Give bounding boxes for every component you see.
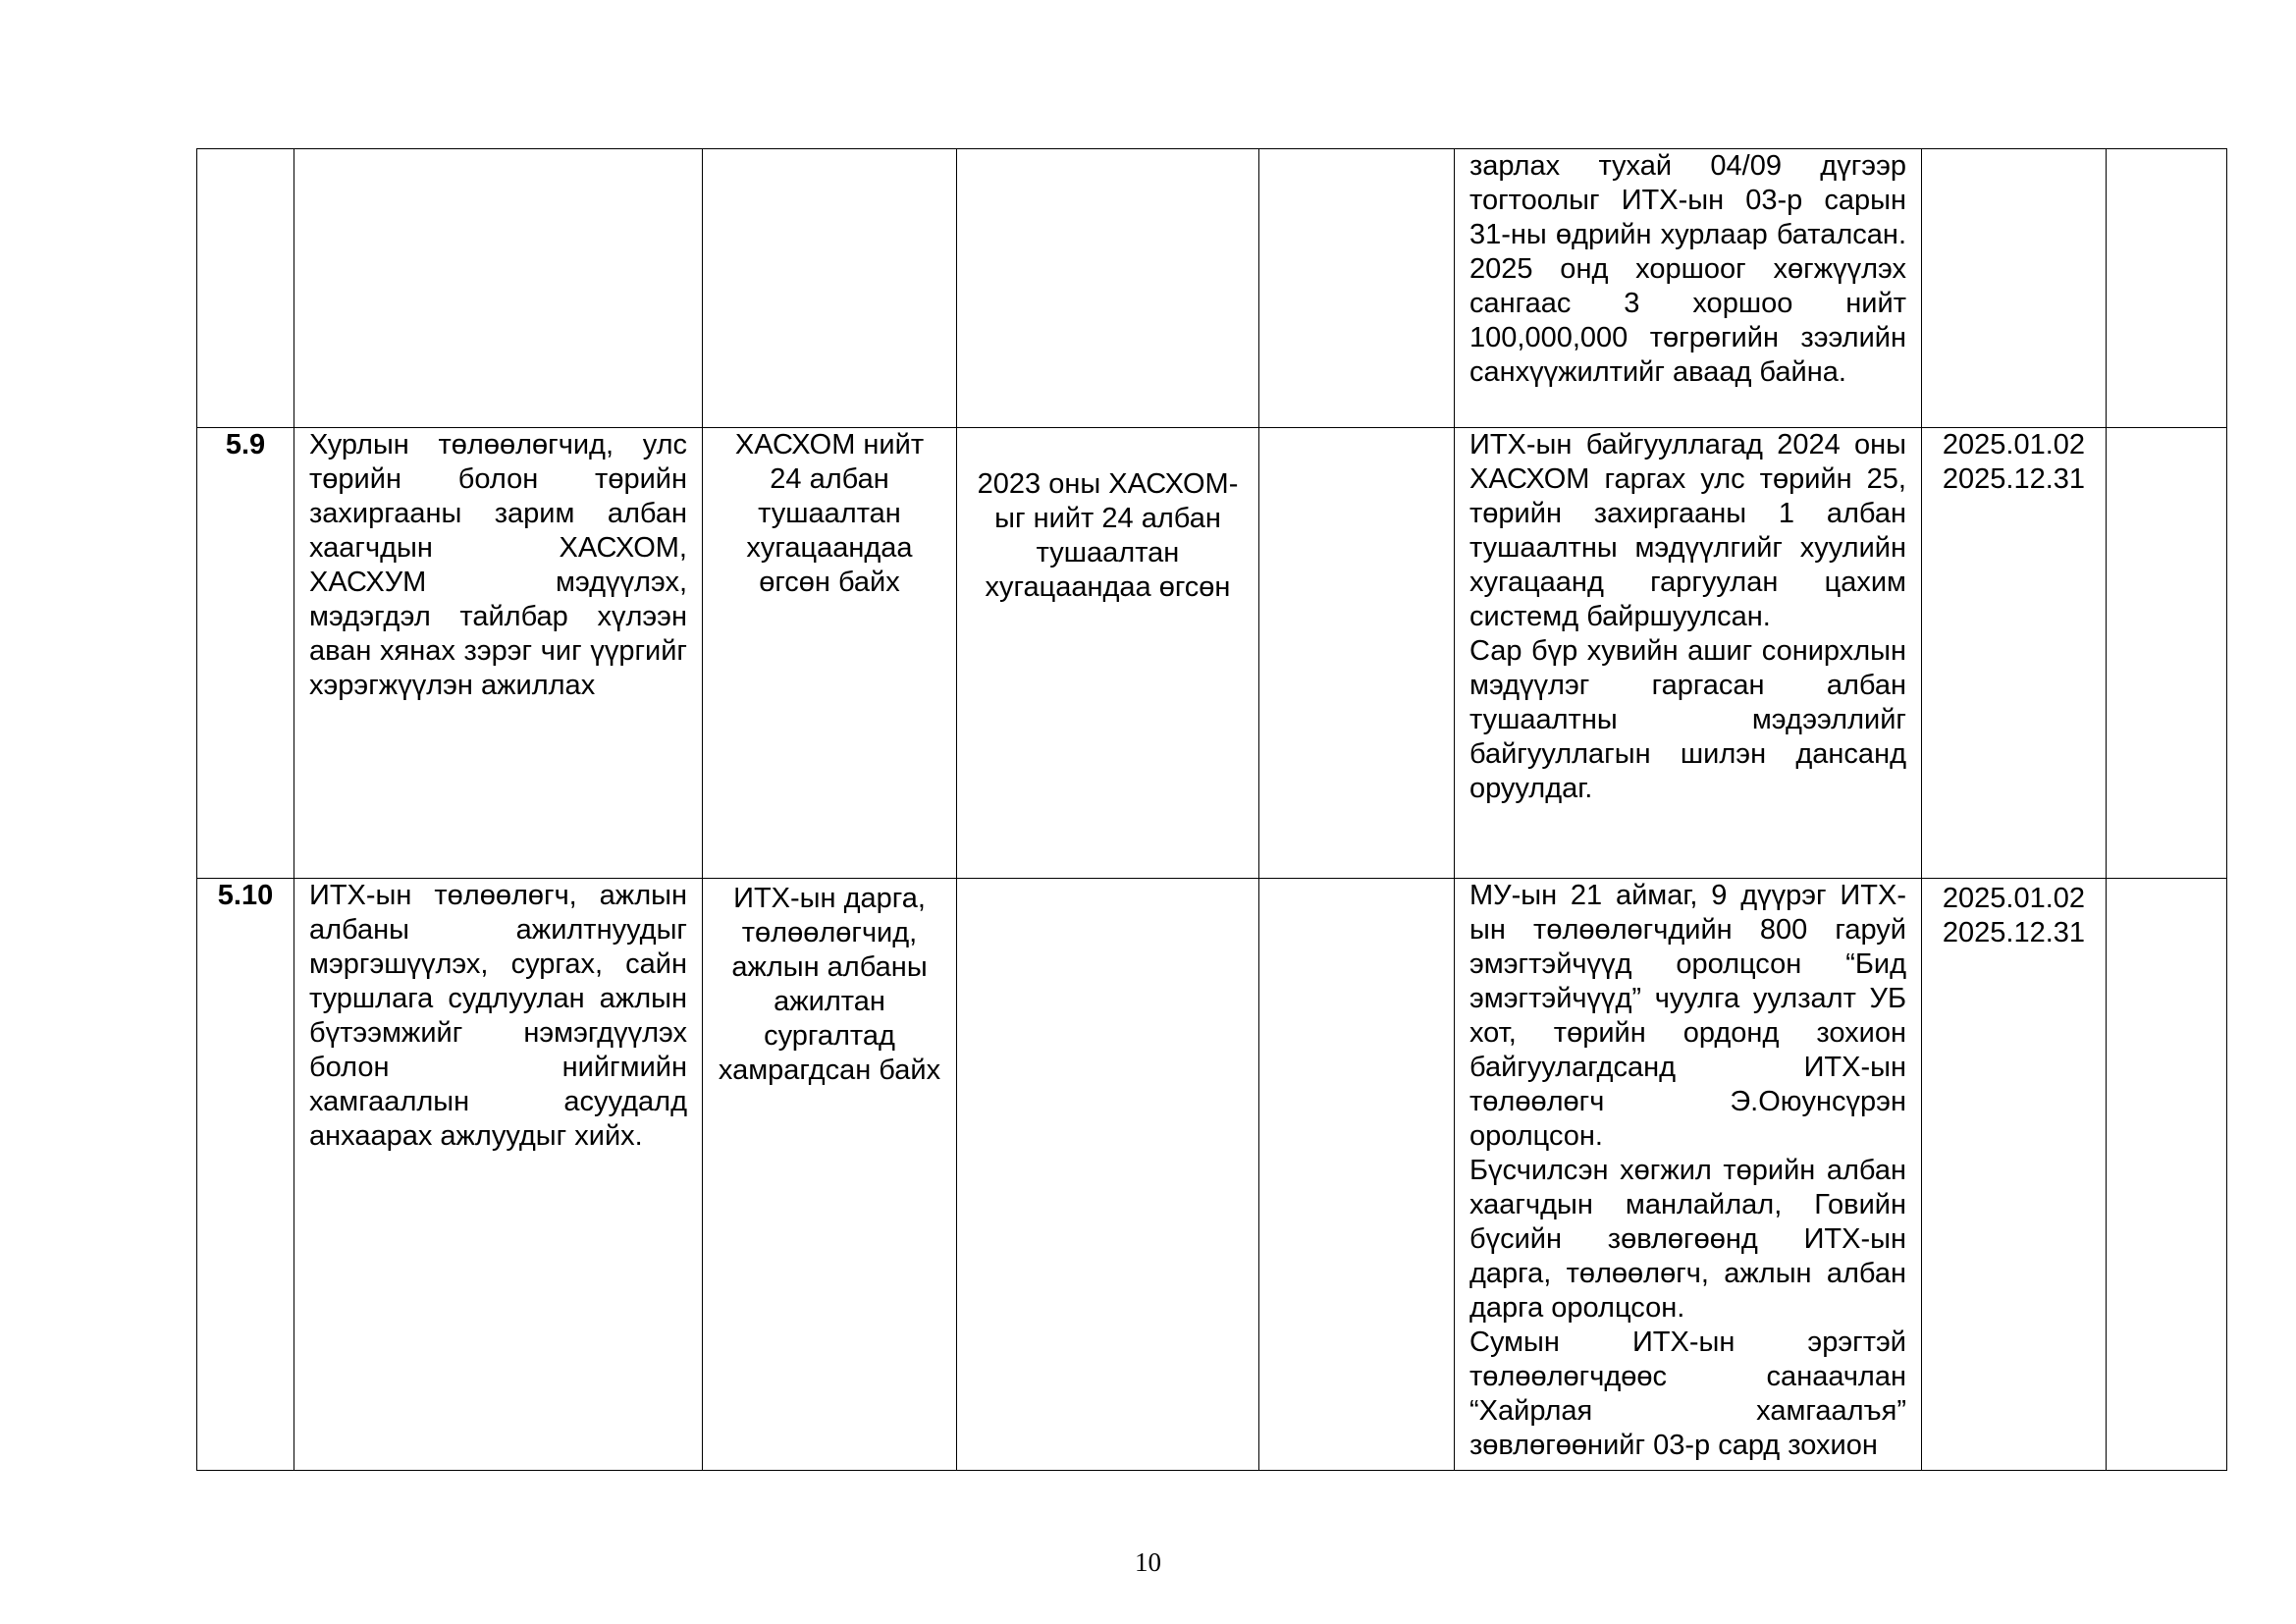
activity-cell xyxy=(294,149,703,428)
report-cell xyxy=(1455,428,1922,879)
indicator-cell xyxy=(703,149,957,428)
table-row xyxy=(197,149,2227,428)
activity-text: ИТХ-ын төлөөлөгч, ажлын албаны ажилтнуудыг мэргэшүүлэх, сургах, сайн туршлага судлуулан ажлын бүтээмжийг нэмэгдүүлэх болон нийгмийн хамгааллын асуудалд анхаарах ажлуудыг хийх. xyxy=(309,880,687,1152)
page-number: 10 xyxy=(1135,1547,1161,1577)
activity-text: Хурлын төлөөлөгчид, улс төрийн болон төрийн захиргааны зарим албан хаагчдын ХАСХОМ, ХАСХУМ мэдүүлэх, мэдэгдэл тайлбар хүлээн аван хянах зэрэг чиг үүргийг хэрэгжүүлэн ажиллах xyxy=(309,429,687,701)
report-cell xyxy=(1455,879,1922,1471)
baseline-cell: 2023 оны ХАСХОМ-ыг нийт 24 албан тушаалтан хугацаандаа өгсөн xyxy=(957,428,1259,879)
date-start: 2025.01.02 xyxy=(1942,883,2086,914)
date-end: 2025.12.31 xyxy=(1942,917,2086,948)
note-cell xyxy=(2107,428,2227,879)
note-cell xyxy=(2107,879,2227,1471)
number-cell: 5.10 xyxy=(197,879,294,1471)
report-paragraph: Сумын ИТХ-ын эрэгтэй төлөөлөгчдөөс санаачлан “Хайрлая хамгаалъя” зөвлөгөөнийг 03-р сард зохион xyxy=(1469,1326,1906,1461)
date-end: 2025.12.31 xyxy=(1942,463,2086,495)
date-cell xyxy=(1922,879,2107,1471)
note-cell xyxy=(2107,149,2227,428)
target-cell xyxy=(1259,428,1455,879)
activity-cell xyxy=(294,428,703,879)
number-cell xyxy=(197,149,294,428)
baseline-cell xyxy=(957,879,1259,1471)
report-paragraph: ИТХ-ын байгууллагад 2024 оны ХАСХОМ гаргах улс төрийн 25, төрийн захиргааны 1 албан тушаалтны мэдүүлгийг хуулийн хугацаанд гаргуулан цахим системд байршуулсан. xyxy=(1469,429,1906,632)
indicator-cell: ХАСХОМ нийт 24 албан тушаалтан хугацаандаа өгсөн байх xyxy=(703,428,957,879)
indicator-cell: ИТХ-ын дарга, төлөөлөгчид, ажлын албаны ажилтан сургалтад хамрагдсан байх xyxy=(703,879,957,1471)
table-row xyxy=(197,428,2227,879)
date-cell xyxy=(1922,149,2107,428)
report-paragraph: МУ-ын 21 аймаг, 9 дүүрэг ИТХ-ын төлөөлөгчдийн 800 гаруй эмэгтэйчүүд оролцсон “Бид эмэгтэйчүүд” чуулга уулзалт УБ хот, төрийн ордонд зохион байгуулагдсанд ИТХ-ын төлөөлөгч Э.Оюунсүрэн оролцсон. xyxy=(1469,880,1906,1152)
report-paragraph: Бүсчилсэн хөгжил төрийн албан хаагчдын манлайлал, Говийн бүсийн зөвлөгөөнд ИТХ-ын дарга, төлөөлөгч, ажлын албан дарга оролцсон. xyxy=(1469,1155,1906,1324)
target-cell xyxy=(1259,149,1455,428)
activity-cell xyxy=(294,879,703,1471)
target-cell xyxy=(1259,879,1455,1471)
table-row xyxy=(197,879,2227,1471)
report-paragraph: зарлах тухай 04/09 дүгээр тогтоолыг ИТХ-ын 03-р сарын 31-ны өдрийн хурлаар баталсан. 2025 онд хоршоог хөгжүүлэх сангаас 3 хоршоо нийт 100,000,000 төгрөгийн зээлийн санхүүжилтийг аваад байна. xyxy=(1469,150,1906,388)
action-plan-table xyxy=(196,148,2227,1471)
date-cell xyxy=(1922,428,2107,879)
date-start: 2025.01.02 xyxy=(1942,429,2086,460)
number-cell: 5.9 xyxy=(197,428,294,879)
report-paragraph: Сар бүр хувийн ашиг сонирхлын мэдүүлэг гаргасан албан тушаалтны мэдээллийг байгууллагын шилэн дансанд оруулдаг. xyxy=(1469,635,1906,804)
report-cell xyxy=(1455,149,1922,428)
baseline-cell xyxy=(957,149,1259,428)
